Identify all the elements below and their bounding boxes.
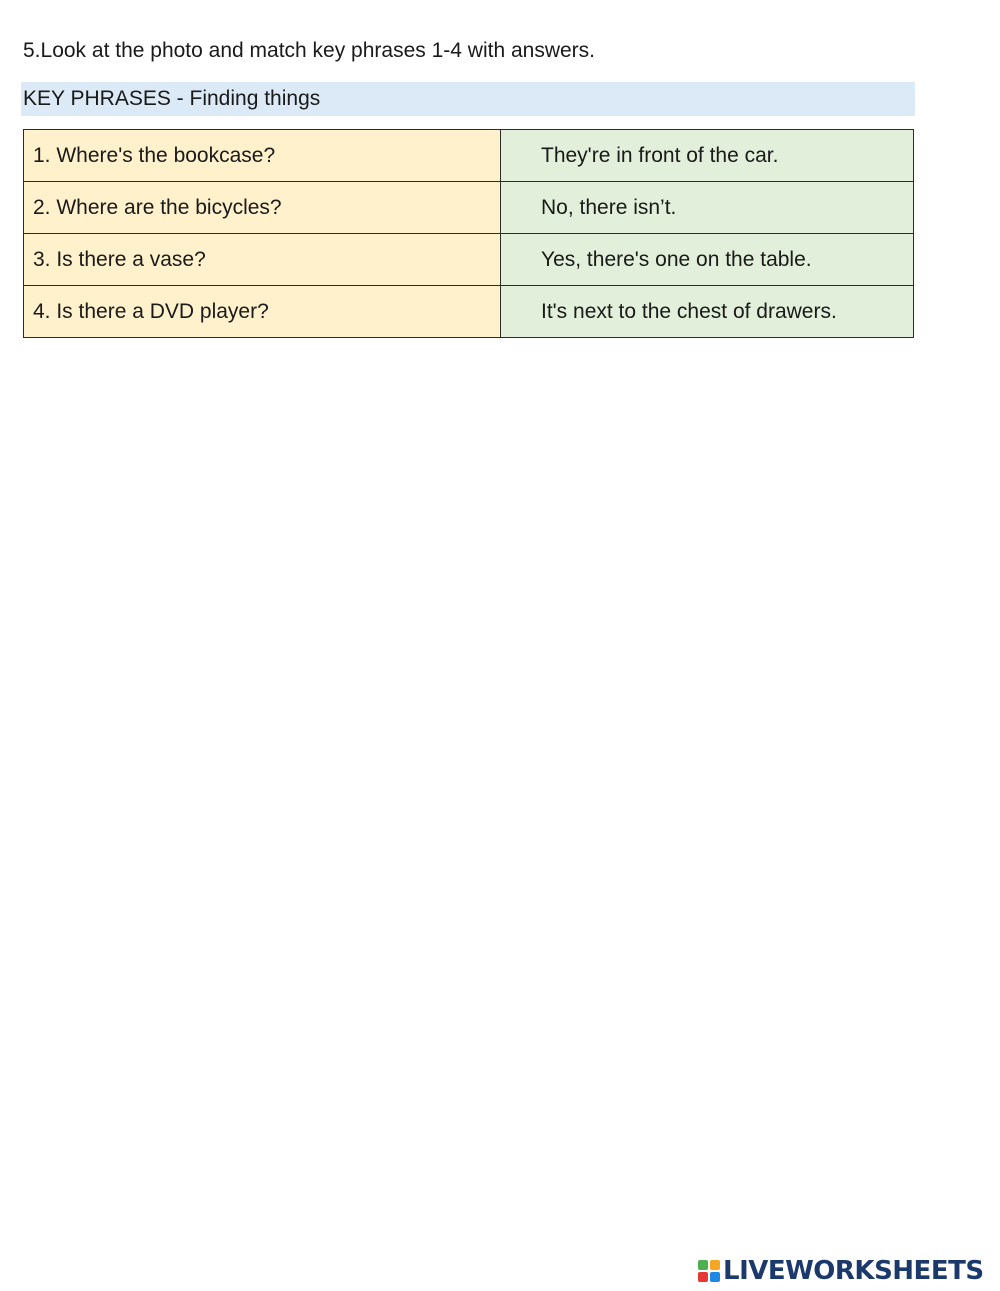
logo-text: LIVEWORKSHEETS — [723, 1256, 984, 1286]
table-row — [24, 130, 914, 182]
logo-square-orange — [710, 1260, 720, 1270]
logo-square-blue — [710, 1272, 720, 1282]
answer-2[interactable]: No, there isn’t. — [501, 182, 914, 234]
key-phrase-3: 3. Is there a vase? — [24, 234, 501, 286]
table-row — [24, 286, 914, 338]
key-phrase-1: 1. Where's the bookcase? — [24, 130, 501, 182]
liveworksheets-logo-icon — [698, 1260, 720, 1282]
instruction-text: 5.Look at the photo and match key phrases 1-4 with answers. — [23, 39, 595, 62]
answer-1[interactable]: They're in front of the car. — [501, 130, 914, 182]
liveworksheets-logo — [698, 1256, 984, 1286]
key-phrase-4: 4. Is there a DVD player? — [24, 286, 501, 338]
logo-square-red — [698, 1272, 708, 1282]
table-row — [24, 182, 914, 234]
table-row — [24, 234, 914, 286]
section-header: KEY PHRASES - Finding things — [21, 82, 915, 116]
logo-square-green — [698, 1260, 708, 1270]
answer-4[interactable]: It's next to the chest of drawers. — [501, 286, 914, 338]
matching-table — [23, 129, 914, 338]
key-phrase-2: 2. Where are the bicycles? — [24, 182, 501, 234]
answer-3[interactable]: Yes, there's one on the table. — [501, 234, 914, 286]
